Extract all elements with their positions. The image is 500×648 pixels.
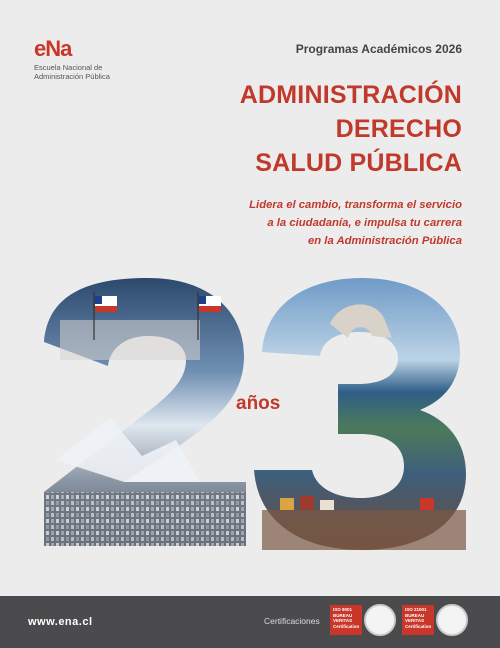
logo-subtitle	[34, 63, 144, 81]
title-salud-publica: SALUD PÚBLICA	[255, 149, 462, 177]
tagline-line1: Lidera el cambio, transforma el servicio	[249, 199, 462, 211]
program-titles	[240, 78, 462, 180]
certification-badge-iso9001	[330, 605, 362, 635]
certification-badge-iso21001	[402, 605, 434, 635]
digit-three	[254, 278, 466, 550]
ena-logo	[34, 38, 144, 81]
logo-mark: eNa	[34, 36, 72, 61]
title-derecho: DERECHO	[335, 115, 462, 143]
badge2-line1: ISO 21001	[405, 607, 427, 612]
years-label: años	[236, 393, 281, 414]
logo-subtitle-line2: Administración Pública	[34, 72, 110, 81]
badge2-line3: Certification	[405, 623, 432, 629]
badge1-line2: BUREAU VERITAS	[333, 612, 353, 623]
bureau-veritas-seal-icon-2	[436, 604, 468, 636]
logo-subtitle-line1: Escuela Nacional de	[34, 63, 103, 72]
tagline-line2: a la ciudadanía, e impulsa tu carrera	[267, 217, 462, 229]
badge1-line3: Certification	[333, 623, 360, 629]
tagline-line3: en la Administración Pública	[307, 235, 462, 247]
badge2-line2: BUREAU VERITAS	[405, 612, 425, 623]
program-year: Programas Académicos 2026	[295, 42, 462, 56]
footer	[0, 596, 500, 648]
tagline	[162, 196, 462, 250]
footer-url-link[interactable]: www.ena.cl	[28, 616, 93, 628]
badge1-line1: ISO 9001	[333, 607, 353, 612]
digit-two	[44, 278, 246, 546]
certifications-label: Certificaciones	[264, 616, 320, 626]
title-administracion: ADMINISTRACIÓN	[239, 81, 462, 109]
bureau-veritas-seal-icon	[364, 604, 396, 636]
